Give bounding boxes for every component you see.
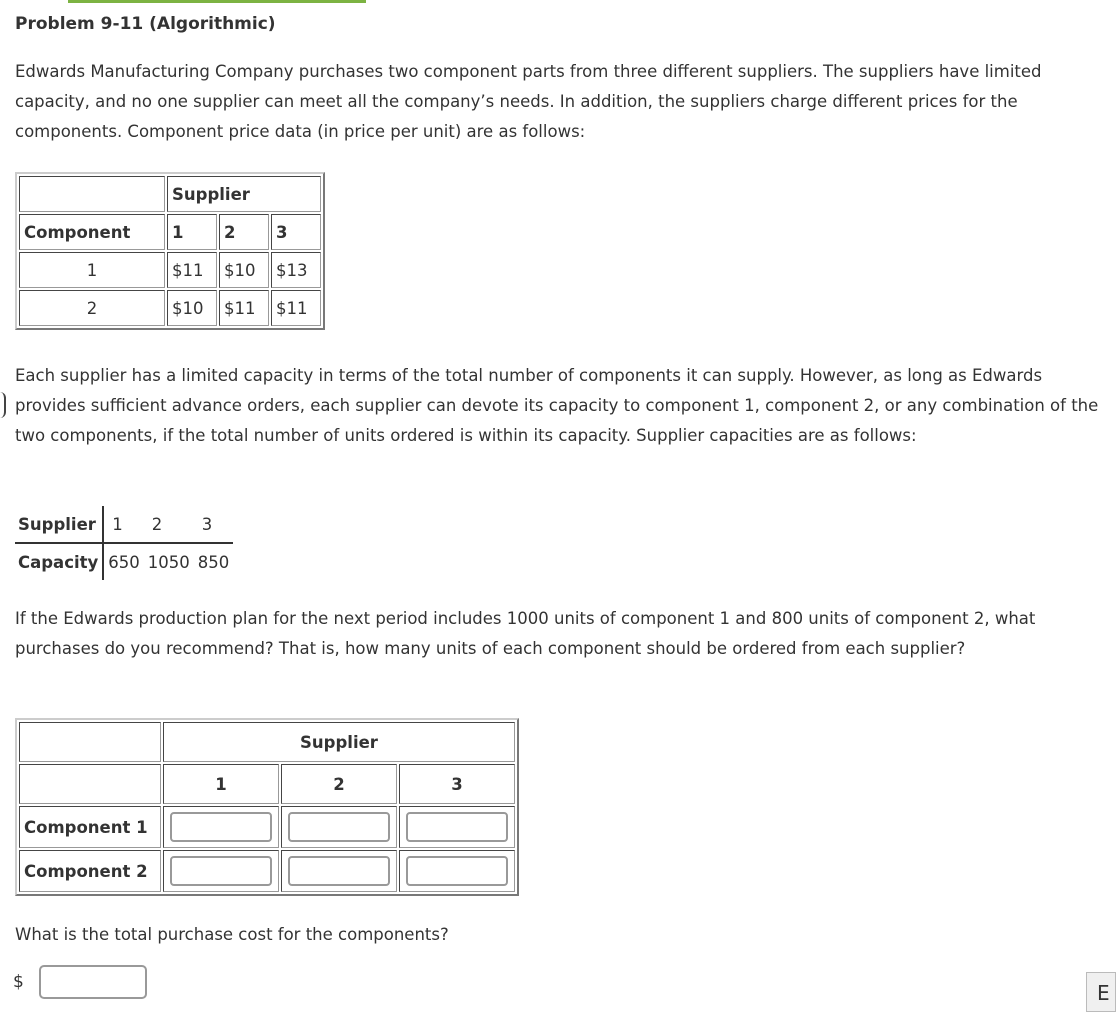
answer-supplier-2: 2 (281, 764, 397, 804)
capacity-supplier-label: Supplier (15, 506, 103, 543)
capacity-supplier-num: 1 (103, 506, 144, 543)
price-supplier-header: Supplier (167, 176, 321, 212)
table-row (19, 290, 321, 326)
capacity-paragraph: Each supplier has a limited capacity in terms of the total number of components it can supply. However, as long as Edwards provides sufficient advance orders, each supplier can devote its capacity to component 1, component 2, or any combination of the two components, if the total number of units ordered is within its capacity. Supplier capacities are as follows: (15, 366, 1099, 445)
answer-supplier-1: 1 (163, 764, 279, 804)
component2-supplier1-input[interactable] (170, 856, 272, 886)
answer-row-label: Component 1 (19, 806, 161, 848)
price-table-corner (19, 176, 165, 212)
component2-supplier2-input[interactable] (288, 856, 390, 886)
price-supplier-2: 2 (219, 214, 269, 250)
capacity-table (15, 506, 233, 580)
price-cell: $10 (167, 290, 217, 326)
price-cell: $11 (167, 252, 217, 288)
table-row (19, 252, 321, 288)
capacity-supplier-num: 2 (144, 506, 194, 543)
intro-paragraph: Edwards Manufacturing Company purchases two component parts from three different suppliers. The suppliers have limited capacity, and no one supplier can meet all the company’s needs. In addition, the suppliers charge different prices for the components. Component price data (in price per unit) are as follows: (15, 62, 1042, 141)
answer-table-corner (19, 764, 161, 804)
capacity-value: 850 (197, 552, 230, 572)
problem-title: Problem 9-11 (Algorithmic) (15, 14, 276, 34)
price-row-component: 2 (19, 290, 165, 326)
capacity-value: 650 (108, 552, 140, 572)
currency-symbol: $ (13, 972, 24, 992)
answer-table-corner (19, 722, 161, 762)
capacity-label: Capacity (15, 543, 103, 580)
component1-supplier1-input[interactable] (170, 812, 272, 842)
total-cost-input[interactable] (39, 965, 147, 999)
price-cell: $10 (219, 252, 269, 288)
price-row-component: 1 (19, 252, 165, 288)
price-cell: $11 (271, 290, 321, 326)
price-cell: $13 (271, 252, 321, 288)
table-row (19, 850, 515, 892)
question-paragraph: If the Edwards production plan for the next period includes 1000 units of component 1 and 800 units of component 2, what purchases do you recommend? That is, how many units of each component should be ordered from each supplier? (15, 609, 1036, 658)
corner-tab[interactable]: E (1086, 972, 1116, 1012)
price-cell: $11 (219, 290, 269, 326)
price-component-header: Component (19, 214, 165, 250)
capacity-value: 1050 (147, 552, 190, 572)
component1-supplier3-input[interactable] (406, 812, 508, 842)
answer-supplier-3: 3 (399, 764, 515, 804)
capacity-supplier-num: 3 (194, 506, 234, 543)
answer-row-label: Component 2 (19, 850, 161, 892)
table-row (19, 806, 515, 848)
progress-accent-bar (68, 0, 366, 3)
price-supplier-1: 1 (167, 214, 217, 250)
price-supplier-3: 3 (271, 214, 321, 250)
answer-supplier-header: Supplier (163, 722, 515, 762)
component1-supplier2-input[interactable] (288, 812, 390, 842)
answer-table (15, 718, 519, 896)
total-question: What is the total purchase cost for the components? (15, 925, 449, 944)
scroll-edge-marker (0, 392, 6, 418)
price-table (15, 172, 325, 330)
component2-supplier3-input[interactable] (406, 856, 508, 886)
